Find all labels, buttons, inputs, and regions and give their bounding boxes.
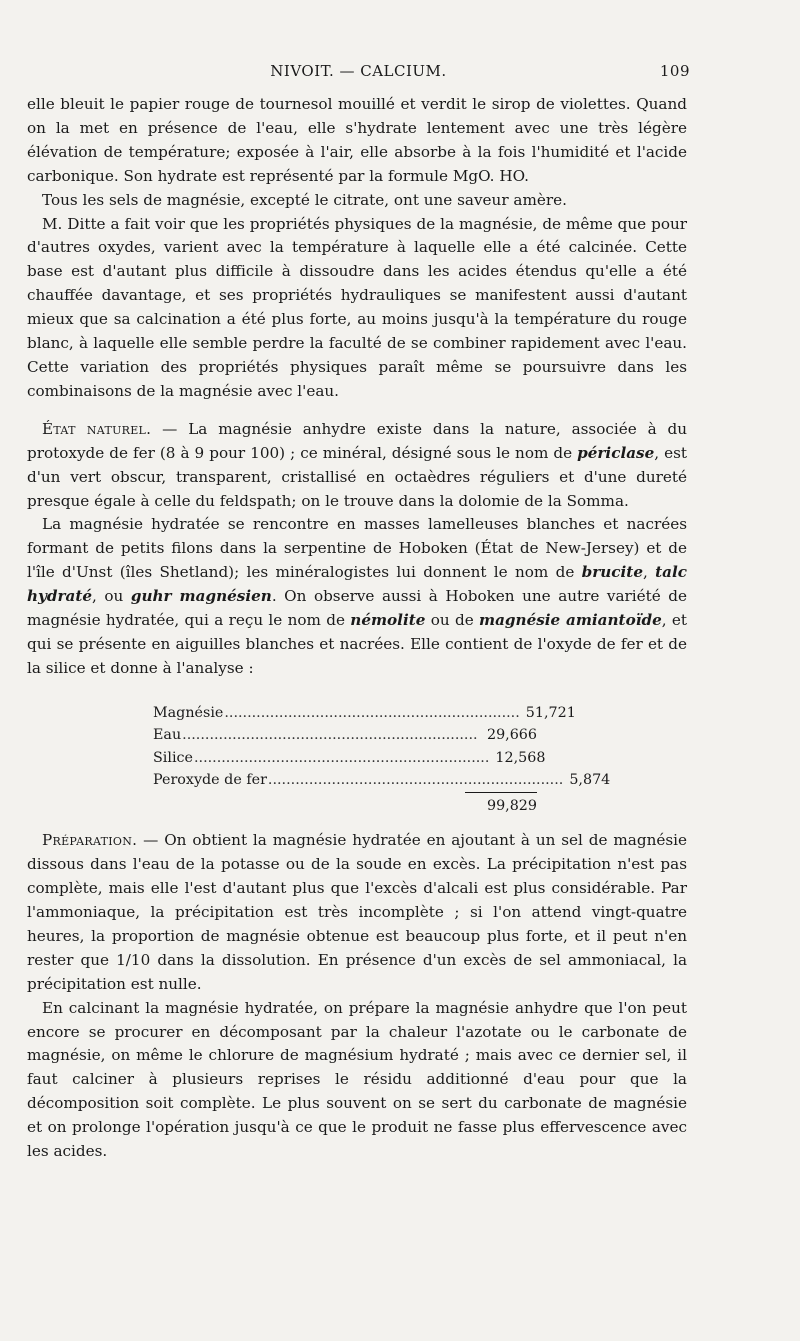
mineral-term: périclase <box>577 443 655 462</box>
paragraph <box>27 513 687 680</box>
dot-leader: ................................................................. <box>193 749 490 766</box>
paragraph: En calcinant la magnésie hydratée, on prépare la magnésie anhydre que l'on peut encore se procurer en décomposant par la chaleur l'azotate ou le carbonate de magnésie, on même le chlorure de magnésium hydraté ; mais avec ce dernier sel, il faut calciner à plusieurs reprises le résidu additionné d'eau pour que la décomposition soit complète. Le plus souvent on se sert du carbonate de magnésie et on prolonge l'opération jusqu'à ce que le produit ne fasse plus effervescence avec les acides. <box>27 998 687 1161</box>
paragraph-preparation <box>27 829 687 996</box>
analysis-value: 5,874 <box>569 772 611 789</box>
dot-leader: ................................................................. <box>267 772 564 789</box>
dot-leader: ................................................................. <box>224 704 520 721</box>
running-title: NIVOIT. — CALCIUM. <box>270 62 447 80</box>
analysis-value: 29,666 <box>486 727 537 744</box>
table-row <box>153 747 546 770</box>
mineral-term: brucite <box>581 563 643 582</box>
text-run: La magnésie hydratée se rencontre en masses lamelleuses blanches et nacrées formant de petits filons dans la serpentine de Hoboken (État de New-Jersey) et de l'île d'Unst (îles Shetland); les minéralogistes lui donnent le nom de <box>27 515 687 582</box>
text-run: — La magnésie anhydre existe dans la nature, associée à du protoxyde de fer (8 à 9 pour 100) ; ce minéral, désigné sous le nom de <box>27 419 687 462</box>
mineral-term: magnésie amiantoïde <box>479 611 662 630</box>
table-row <box>153 702 576 725</box>
text-run: ou de <box>425 611 479 630</box>
mineral-term: talc hydraté <box>27 563 687 606</box>
analysis-value: 51,721 <box>525 704 576 721</box>
table-total-row <box>153 792 537 818</box>
mineral-term: guhr magnésien <box>130 587 272 606</box>
paragraph: Tous les sels de magnésie, excepté le citrate, ont une saveur amère. <box>42 190 567 209</box>
section-heading: État naturel. <box>42 419 152 438</box>
analysis-label: Magnésie <box>153 704 224 721</box>
table-row <box>153 724 537 747</box>
paragraph: M. Ditte a fait voir que les propriétés physiques de la magnésie, de même que pour d'autres oxydes, varient avec la température à laquelle elle a été calcinée. Cette base est d'autant plus difficile à dissoudre dans les acides étendus qu'elle a été chauffée davantage, et ses propriétés hydrauliques se manifestent aussi d'autant mieux que sa calcination a été plus forte, au moins jusqu'à la température du rouge blanc, à laquelle elle semble perdre la faculté de se combiner rapidement avec l'eau. Cette variation des propriétés physiques paraît même se poursuivre dans les combinaisons de la magnésie avec l'eau. <box>27 214 687 400</box>
analysis-total: 99,829 <box>465 792 537 818</box>
page-body <box>27 93 687 1164</box>
analysis-label: Peroxyde de fer <box>153 772 267 789</box>
text-run: , <box>642 563 656 582</box>
paragraph: elle bleuit le papier rouge de tournesol mouillé et verdit le sirop de violettes. Quand on la met en présence de l'eau, elle s'hydrate lentement avec une très légère élévation de température; exposée à l'air, elle absorbe à la fois l'humidité et l'acide carbonique. Son hydrate est représenté par la formule MgO. HO. <box>27 95 687 185</box>
text-run: , est d'un vert obscur, transparent, cristallisé en octaèdres réguliers et d'une dureté presque égale à celle du feldspath; on le trouve dans la dolomie de la Somma. <box>27 443 687 510</box>
text-run: — On obtient la magnésie hydratée en ajoutant à un sel de magnésie dissous dans l'eau de la potasse ou de la soude en excès. La précipitation n'est pas complète, mais elle l'est d'autant plus que l'excès d'alcali est plus considérable. Par l'ammoniaque, la précipitation est très incomplète ; si l'on attend vingt-quatre heures, la proportion de magnésie obtenue est beaucoup plus forte, et il peut n'en rester que 1/10 dans la dissolution. En présence d'un excès de sel ammoniacal, la précipitation est nulle. <box>27 831 687 993</box>
mineral-term: némolite <box>350 611 426 630</box>
page-number: 109 <box>659 62 690 80</box>
text-run: . On observe aussi à Hoboken une autre variété de magnésie hydratée, qui a reçu le nom de <box>27 587 687 630</box>
text-run: , et qui se présente en aiguilles blanches et nacrées. Elle contient de l'oxyde de fer et de la silice et donne à l'analyse : <box>27 611 688 677</box>
paragraph-etat-naturel <box>27 418 687 514</box>
section-heading: Préparation. <box>42 831 138 850</box>
text-run: , ou <box>92 587 131 606</box>
dot-leader: ................................................................. <box>182 727 478 744</box>
table-row <box>153 769 611 792</box>
analysis-value: 12,568 <box>495 749 546 766</box>
running-header <box>27 62 690 84</box>
analysis-label: Eau <box>153 727 182 744</box>
analysis-label: Silice <box>153 749 193 766</box>
analysis-table <box>153 702 611 818</box>
